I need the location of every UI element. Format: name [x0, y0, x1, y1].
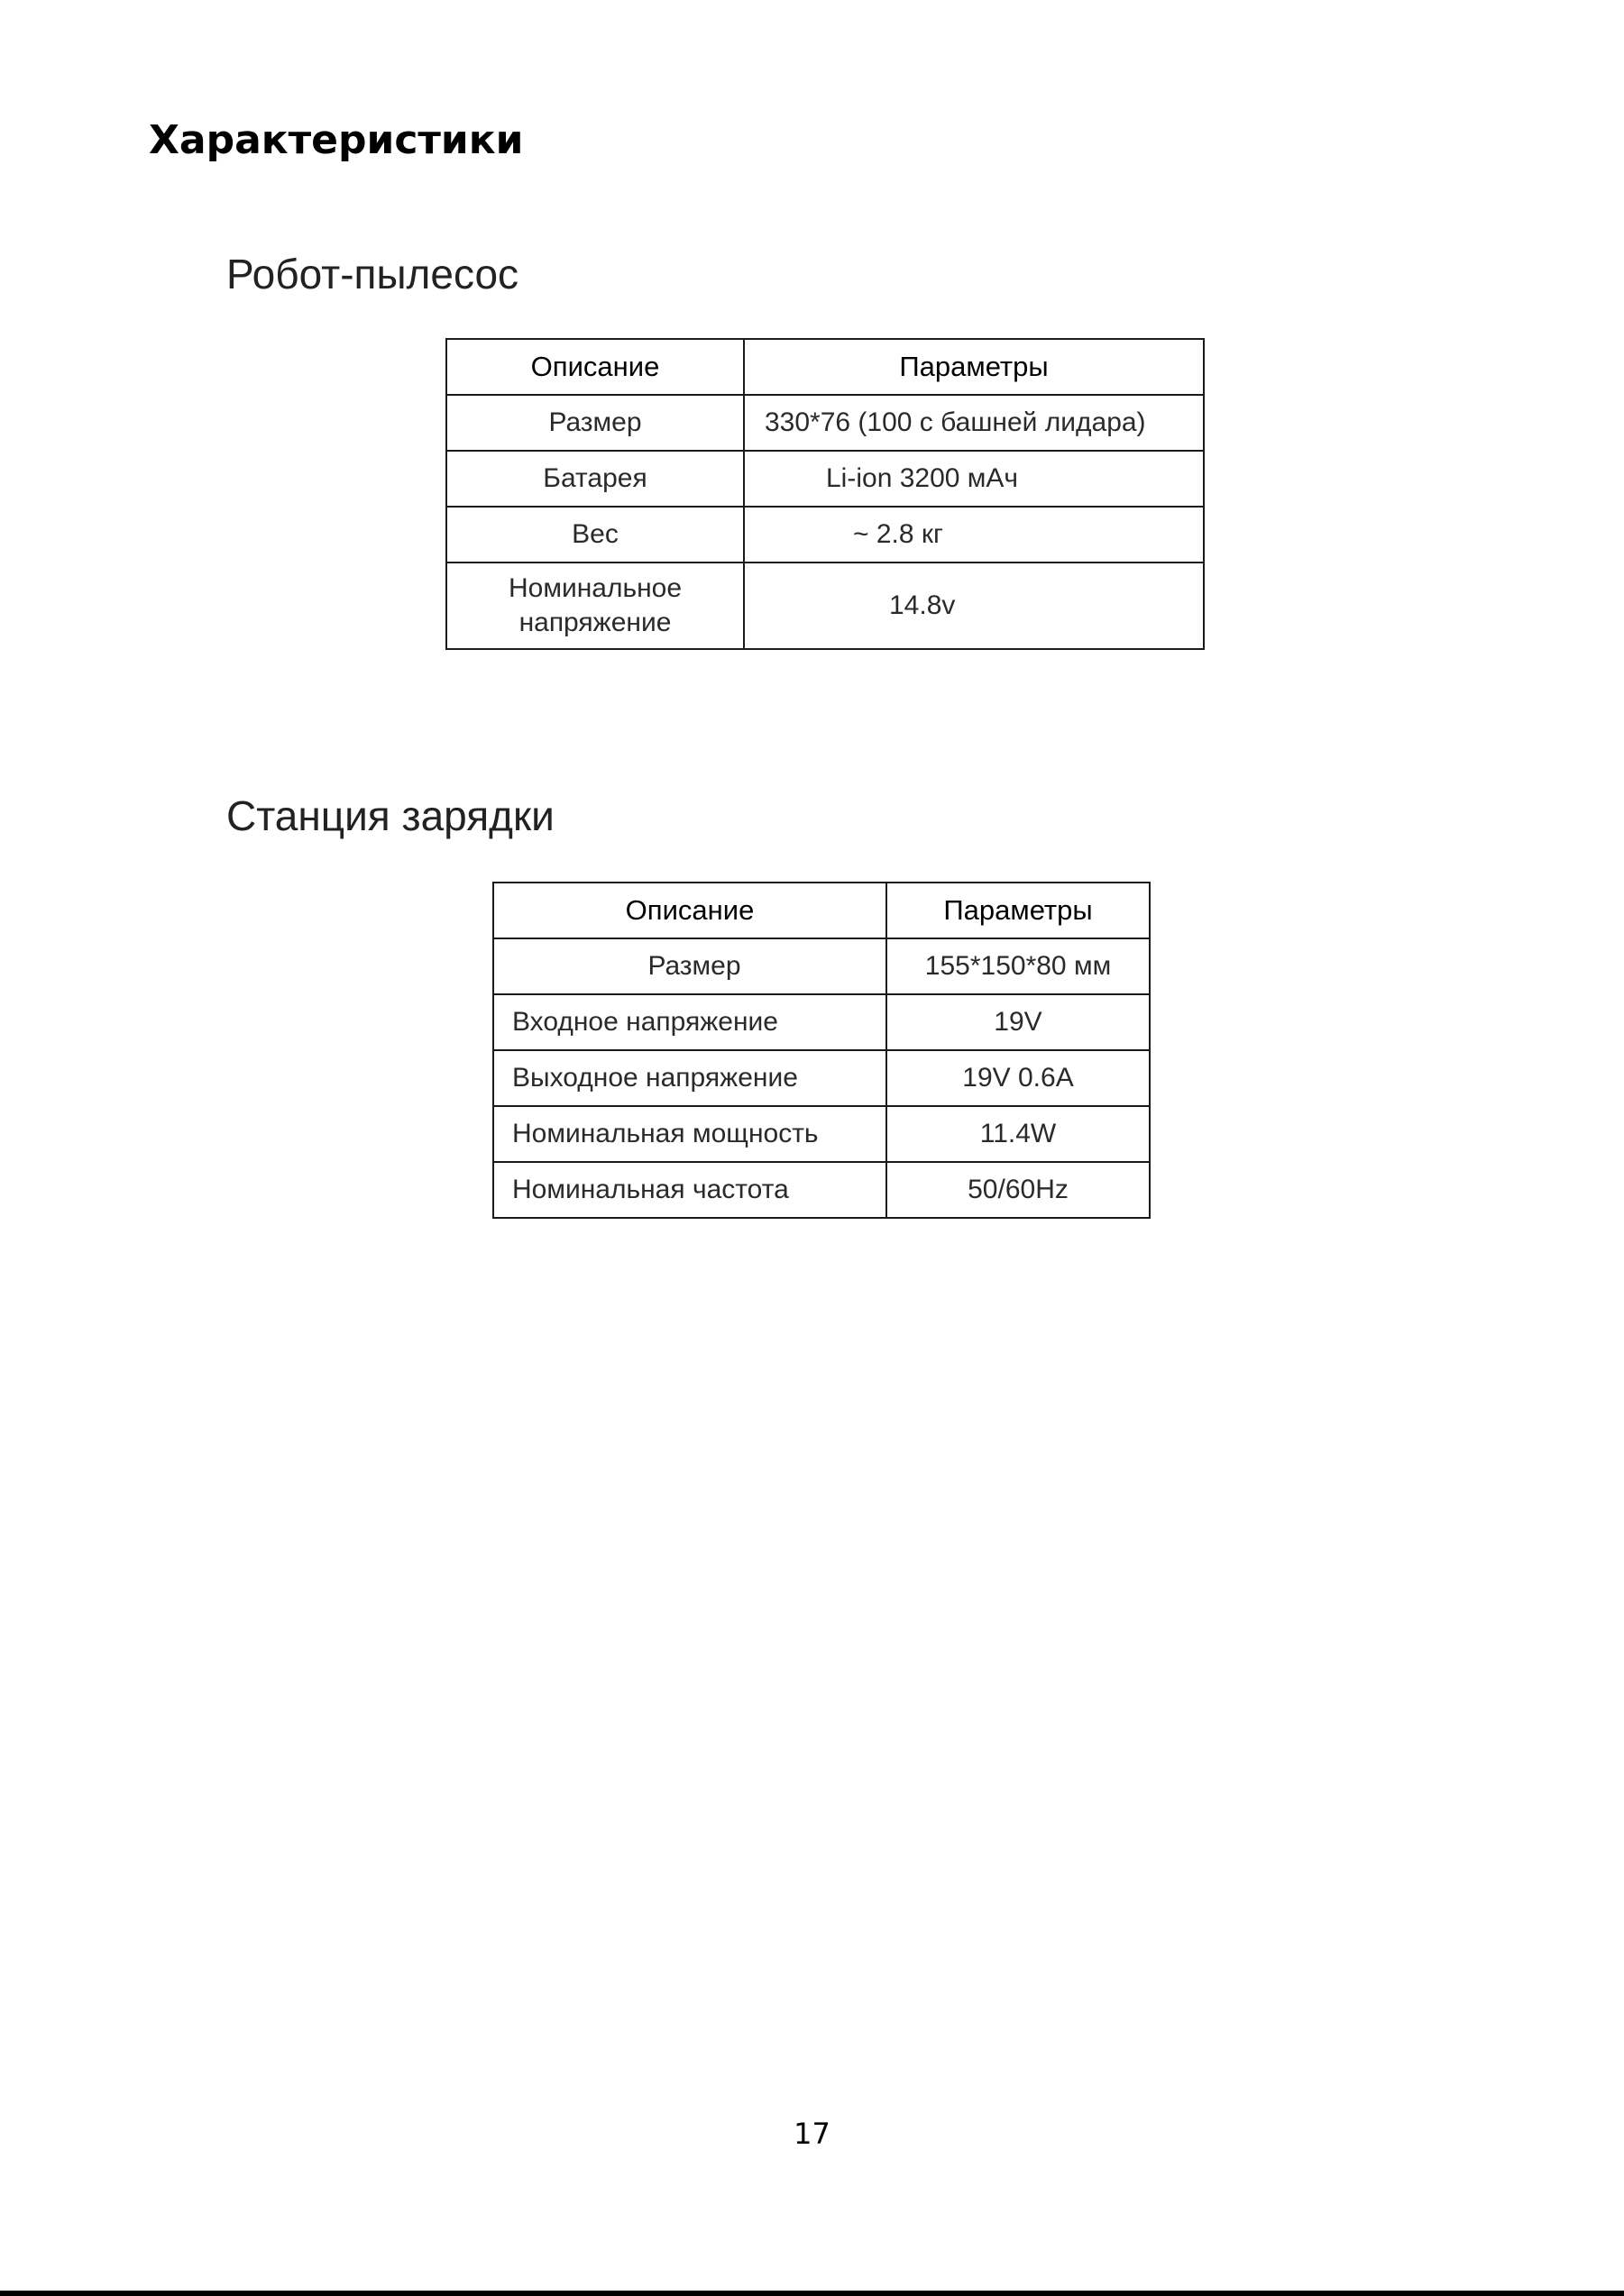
- station-spec-table: [492, 882, 1151, 1219]
- column-header-description: Описание: [493, 883, 886, 938]
- row-value-size: 330*76 (100 с башней лидара): [744, 395, 1204, 451]
- row-label-rated-voltage: Номинальное напряжение: [446, 563, 744, 649]
- row-label-battery: Батарея: [446, 451, 744, 507]
- table-row: [493, 994, 1150, 1050]
- row-label-rated-power: Номинальная мощность: [493, 1106, 886, 1162]
- bottom-divider: [0, 2291, 1624, 2296]
- row-value-rated-voltage: 14.8v: [744, 563, 1204, 649]
- station-section-title: Станция зарядки: [226, 792, 555, 839]
- table-header-row: [446, 339, 1204, 395]
- row-label-rated-frequency: Номинальная частота: [493, 1162, 886, 1218]
- table-row: [446, 507, 1204, 563]
- row-value-input-voltage: 19V: [886, 994, 1150, 1050]
- row-label-weight: Вес: [446, 507, 744, 563]
- row-value-rated-frequency: 50/60Hz: [886, 1162, 1150, 1218]
- table-row: [446, 563, 1204, 649]
- row-value-rated-power: 11.4W: [886, 1106, 1150, 1162]
- robot-section-title: Робот-пылесос: [226, 251, 519, 297]
- row-label-output-voltage: Выходное напряжение: [493, 1050, 886, 1106]
- row-value-battery: Li-ion 3200 мАч: [744, 451, 1204, 507]
- page-title: Характеристики: [149, 117, 524, 163]
- row-value-output-voltage: 19V 0.6A: [886, 1050, 1150, 1106]
- row-value-weight: ~ 2.8 кг: [744, 507, 1204, 563]
- table-row: [493, 938, 1150, 994]
- row-label-size: Размер: [446, 395, 744, 451]
- table-header-row: [493, 883, 1150, 938]
- row-label-size: Размер: [493, 938, 886, 994]
- page-number: 17: [794, 2117, 830, 2151]
- row-value-size: 155*150*80 мм: [886, 938, 1150, 994]
- table-row: [446, 395, 1204, 451]
- table-row: [493, 1050, 1150, 1106]
- column-header-parameters: Параметры: [886, 883, 1150, 938]
- table-row: [493, 1106, 1150, 1162]
- row-label-input-voltage: Входное напряжение: [493, 994, 886, 1050]
- column-header-description: Описание: [446, 339, 744, 395]
- table-row: [493, 1162, 1150, 1218]
- robot-spec-table: [445, 338, 1205, 650]
- table-row: [446, 451, 1204, 507]
- column-header-parameters: Параметры: [744, 339, 1204, 395]
